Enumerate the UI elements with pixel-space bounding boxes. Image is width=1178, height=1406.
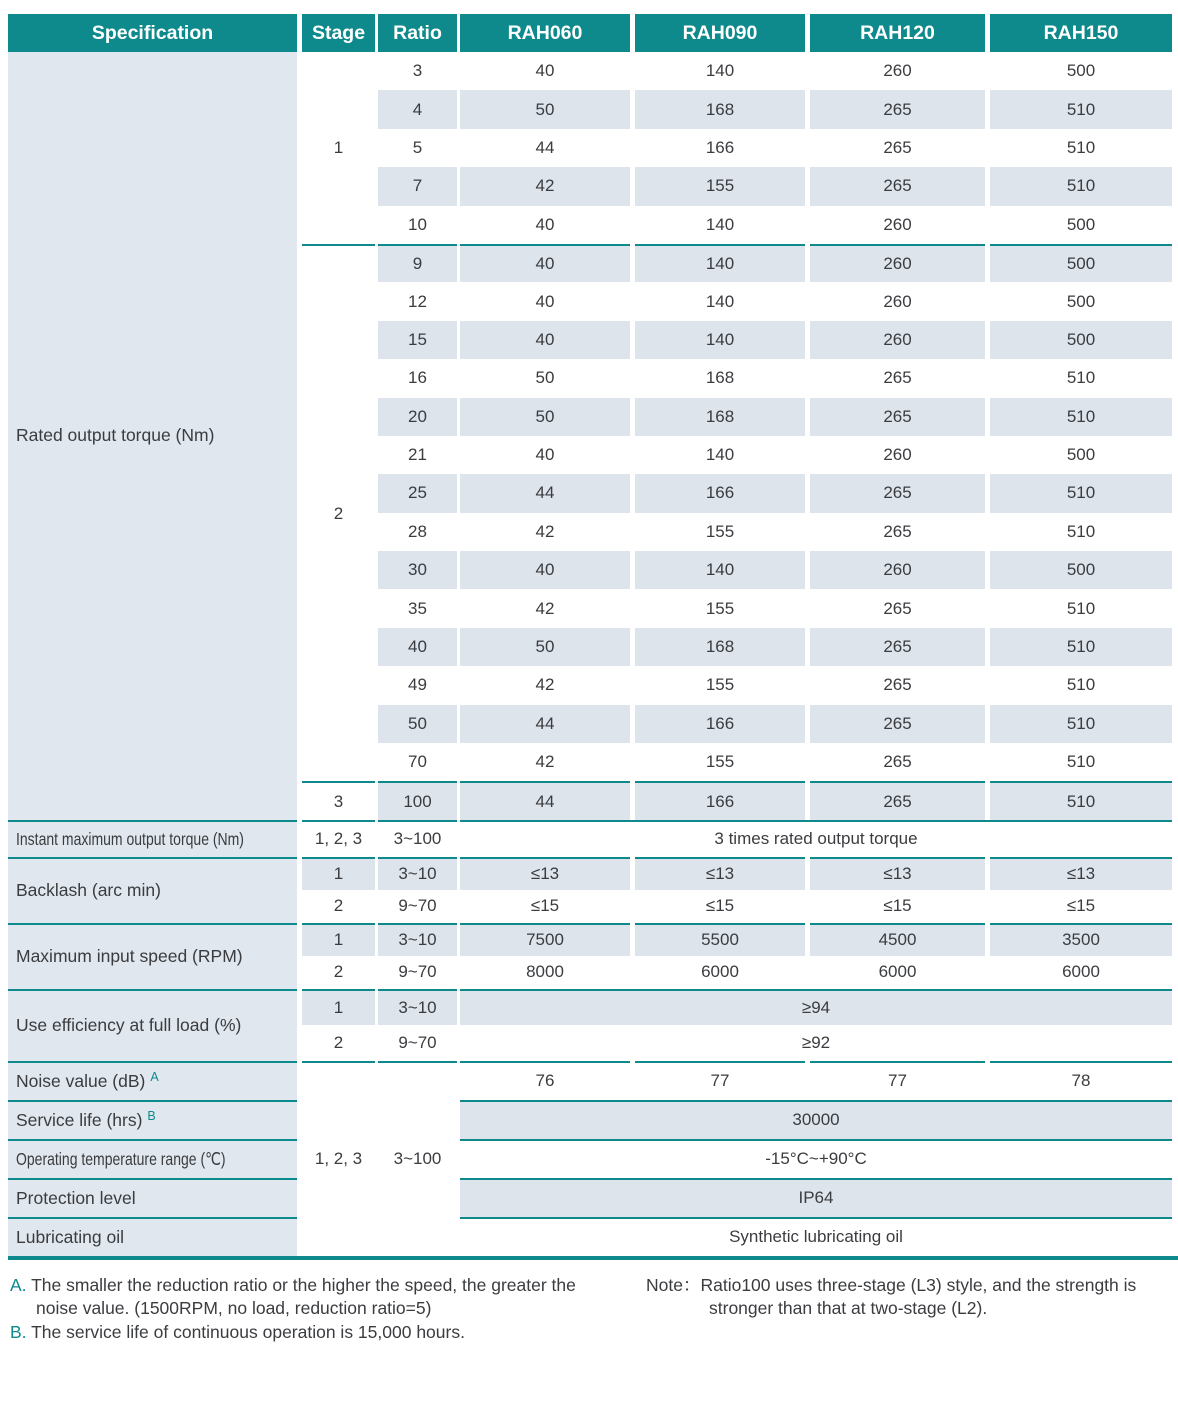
- ratio-cell: 9~70: [398, 896, 437, 916]
- speed-value: 6000: [701, 962, 739, 982]
- torque-value-cell: 500: [1066, 61, 1096, 81]
- torque-value-cell: 42: [535, 521, 555, 541]
- ratio-cell: 3~10: [378, 857, 457, 890]
- speed-value: 6000: [1062, 962, 1100, 982]
- speed-value: 3500: [990, 923, 1172, 956]
- torque-value-cell: 260: [883, 214, 912, 234]
- torque-value-cell: 50: [535, 368, 555, 388]
- ratio-cell: 20: [378, 398, 457, 436]
- torque-value-cell: 500: [990, 244, 1172, 282]
- header-model-rah060: RAH060: [460, 14, 630, 52]
- footnote-b: B. The service life of continuous operation is 15,000 hours.: [10, 1321, 465, 1342]
- torque-value-cell: 40: [460, 551, 630, 589]
- torque-value-cell: 40: [535, 214, 555, 234]
- spec-backlash: Backlash (arc min): [8, 857, 297, 923]
- torque-value-cell: 510: [990, 398, 1172, 436]
- torque-value-cell: 155: [705, 598, 735, 618]
- speed-value: 6000: [878, 962, 917, 982]
- torque-value-cell: 42: [535, 752, 555, 772]
- torque-value-cell: 510: [990, 90, 1172, 128]
- header-ratio: Ratio: [378, 14, 457, 52]
- torque-value-cell: 265: [810, 705, 985, 743]
- ratio-cell: 49: [408, 675, 427, 695]
- stage-cell: 1: [302, 923, 375, 956]
- torque-value-cell: 140: [705, 291, 735, 311]
- efficiency-value: ≥92: [801, 1032, 831, 1052]
- ratio-cell: 28: [408, 521, 427, 541]
- stage-cell: 1: [302, 857, 375, 890]
- torque-value-cell: 44: [460, 474, 630, 512]
- backlash-value: ≤15: [883, 896, 912, 916]
- spec-instant-max-torque: Instant maximum output torque (Nm): [8, 820, 297, 857]
- torque-value-cell: 265: [810, 90, 985, 128]
- ratio-cell: 70: [408, 752, 427, 772]
- ratio-cell: 50: [378, 705, 457, 743]
- torque-value-cell: 166: [635, 474, 805, 512]
- torque-value-cell: 260: [810, 551, 985, 589]
- torque-value-cell: 140: [705, 445, 735, 465]
- torque-value-cell: 50: [460, 628, 630, 666]
- footnote-ref-a: A: [150, 1069, 159, 1084]
- speed-value: 5500: [635, 923, 805, 956]
- torque-value-cell: 40: [535, 291, 555, 311]
- ratio-cell: 3: [412, 61, 423, 81]
- noise-value: 76: [460, 1061, 630, 1100]
- backlash-value: ≤15: [1066, 896, 1096, 916]
- stage-cell: 3: [302, 781, 375, 819]
- torque-value-cell: 140: [705, 61, 735, 81]
- torque-value-cell: 265: [883, 368, 912, 388]
- torque-value-cell: 168: [635, 628, 805, 666]
- backlash-value: ≤13: [460, 857, 630, 890]
- backlash-value: ≤13: [990, 857, 1172, 890]
- ratio-cell: 7: [378, 167, 457, 205]
- header-model-rah090: RAH090: [635, 14, 805, 52]
- noise-value: 77: [810, 1061, 985, 1100]
- ratio-cell: 3~100: [378, 1061, 457, 1256]
- torque-value-cell: 510: [1066, 598, 1096, 618]
- torque-value-cell: 140: [705, 214, 735, 234]
- torque-value-cell: 510: [1066, 521, 1096, 541]
- ratio-cell: 9~70: [398, 1032, 437, 1052]
- torque-value-cell: 510: [990, 474, 1172, 512]
- spec-use-efficiency: Use efficiency at full load (%): [8, 989, 297, 1061]
- ratio-cell: 100: [378, 781, 457, 819]
- ratio-cell: 15: [378, 321, 457, 359]
- torque-value-cell: 260: [883, 61, 912, 81]
- torque-value-cell: 168: [635, 398, 805, 436]
- torque-value-cell: 265: [883, 137, 912, 157]
- torque-value-cell: 40: [535, 445, 555, 465]
- torque-value-cell: 265: [883, 598, 912, 618]
- torque-value-cell: 40: [460, 321, 630, 359]
- torque-value-cell: 50: [460, 398, 630, 436]
- ratio-cell: 30: [378, 551, 457, 589]
- torque-value-cell: 140: [635, 244, 805, 282]
- torque-value-cell: 265: [883, 752, 912, 772]
- footnote-a: A. The smaller the reduction ratio or the higher the speed, the greater the noise value. (1500RPM, no load, reduction ratio=5): [10, 1274, 576, 1319]
- torque-value-cell: 265: [883, 675, 912, 695]
- torque-value-cell: 40: [460, 244, 630, 282]
- stage-cell: 1: [333, 137, 344, 157]
- header-specification: Specification: [8, 14, 297, 52]
- ratio-cell: 16: [408, 368, 427, 388]
- stage-cell: 1: [302, 989, 375, 1025]
- header-model-rah150: RAH150: [990, 14, 1172, 52]
- torque-value-cell: 510: [990, 167, 1172, 205]
- stage-cell: 2: [333, 1032, 344, 1052]
- torque-value-cell: 500: [990, 551, 1172, 589]
- torque-value-cell: 265: [810, 781, 985, 819]
- torque-value-cell: 42: [460, 167, 630, 205]
- torque-value-cell: 265: [810, 398, 985, 436]
- backlash-value: ≤15: [530, 896, 560, 916]
- torque-value-cell: 155: [705, 675, 735, 695]
- torque-value-cell: 42: [535, 675, 555, 695]
- torque-value-cell: 155: [635, 167, 805, 205]
- torque-value-cell: 500: [990, 321, 1172, 359]
- torque-value-cell: 500: [1066, 445, 1096, 465]
- noise-value: 78: [990, 1061, 1172, 1100]
- footnotes-left: [10, 1274, 610, 1344]
- stage-cell: 2: [333, 896, 344, 916]
- efficiency-value: ≥94: [460, 989, 1172, 1025]
- spec-rated-output-torque: Rated output torque (Nm): [8, 52, 297, 820]
- torque-value-cell: 155: [705, 521, 735, 541]
- backlash-value: ≤15: [705, 896, 735, 916]
- ratio-cell: 25: [378, 474, 457, 512]
- torque-value-cell: 166: [705, 137, 735, 157]
- speed-value: 4500: [810, 923, 985, 956]
- temperature-value: -15°C~+90°C: [460, 1139, 1172, 1178]
- torque-value-cell: 265: [810, 474, 985, 512]
- torque-value-cell: 168: [705, 368, 735, 388]
- torque-value-cell: 44: [460, 705, 630, 743]
- torque-value-cell: 265: [810, 167, 985, 205]
- speed-value: 7500: [460, 923, 630, 956]
- lubrication-value: Synthetic lubricating oil: [460, 1217, 1172, 1256]
- spec-max-input-speed: Maximum input speed (RPM): [8, 923, 297, 989]
- torque-value-cell: 500: [1066, 291, 1096, 311]
- ratio-cell: 5: [412, 137, 423, 157]
- ratio-cell: 9~70: [398, 962, 437, 982]
- torque-value-cell: 260: [883, 445, 912, 465]
- torque-value-cell: 265: [883, 521, 912, 541]
- ratio-cell: 3~100: [378, 820, 457, 857]
- backlash-value: ≤13: [635, 857, 805, 890]
- spec-service-life: Service life (hrs) B: [8, 1100, 297, 1139]
- torque-value-cell: 510: [990, 628, 1172, 666]
- torque-value-cell: 155: [705, 752, 735, 772]
- torque-value-cell: 510: [1066, 752, 1096, 772]
- stage-cell: 2: [333, 962, 344, 982]
- stage-cell: 1, 2, 3: [302, 820, 375, 857]
- header-stage: Stage: [302, 14, 375, 52]
- torque-value-cell: 510: [990, 705, 1172, 743]
- ratio-cell: 10: [408, 214, 427, 234]
- torque-value-cell: 510: [1066, 368, 1096, 388]
- ratio-cell: 9: [378, 244, 457, 282]
- torque-value-cell: 510: [1066, 675, 1096, 695]
- ratio-cell: 12: [408, 291, 427, 311]
- footnote-ref-b: B: [147, 1108, 156, 1123]
- torque-value-cell: 500: [1066, 214, 1096, 234]
- stage-cell: 1, 2, 3: [302, 1061, 375, 1256]
- stage-cell: 2: [302, 244, 375, 781]
- torque-value-cell: 44: [535, 137, 555, 157]
- torque-value-cell: 140: [635, 321, 805, 359]
- protection-value: IP64: [460, 1178, 1172, 1217]
- footnote-note: Note：Ratio100 uses three-stage (L3) style, and the strength is stronger than that at two-stage (L2).: [646, 1274, 1137, 1319]
- torque-value-cell: 260: [810, 244, 985, 282]
- ratio-cell: 40: [378, 628, 457, 666]
- torque-value-cell: 260: [810, 321, 985, 359]
- speed-value: 8000: [526, 962, 564, 982]
- footnotes-right: [646, 1274, 1158, 1344]
- ratio-cell: 35: [408, 598, 427, 618]
- ratio-cell: 4: [378, 90, 457, 128]
- spec-noise-value: Noise value (dB) A: [8, 1061, 297, 1100]
- torque-value-cell: 50: [460, 90, 630, 128]
- noise-value: 77: [635, 1061, 805, 1100]
- ratio-cell: 3~10: [378, 923, 457, 956]
- spec-lubricating-oil: Lubricating oil: [8, 1217, 297, 1256]
- torque-value-cell: 510: [990, 781, 1172, 819]
- torque-value-cell: 260: [883, 291, 912, 311]
- service-life-value: 30000: [460, 1100, 1172, 1139]
- torque-value-cell: 166: [635, 705, 805, 743]
- ratio-cell: 21: [408, 445, 427, 465]
- ratio-cell: 3~10: [378, 989, 457, 1025]
- instant-max-value: 3 times rated output torque: [460, 820, 1172, 857]
- torque-value-cell: 44: [460, 781, 630, 819]
- spec-protection-level: Protection level: [8, 1178, 297, 1217]
- footnotes: [10, 1274, 1178, 1344]
- torque-value-cell: 42: [535, 598, 555, 618]
- spec-operating-temperature: Operating temperature range (℃): [8, 1139, 297, 1178]
- torque-value-cell: 510: [1066, 137, 1096, 157]
- header-model-rah120: RAH120: [810, 14, 985, 52]
- spec-table: [8, 14, 1178, 1260]
- backlash-value: ≤13: [810, 857, 985, 890]
- torque-value-cell: 168: [635, 90, 805, 128]
- torque-value-cell: 140: [635, 551, 805, 589]
- torque-value-cell: 265: [810, 628, 985, 666]
- torque-value-cell: 166: [635, 781, 805, 819]
- torque-value-cell: 40: [535, 61, 555, 81]
